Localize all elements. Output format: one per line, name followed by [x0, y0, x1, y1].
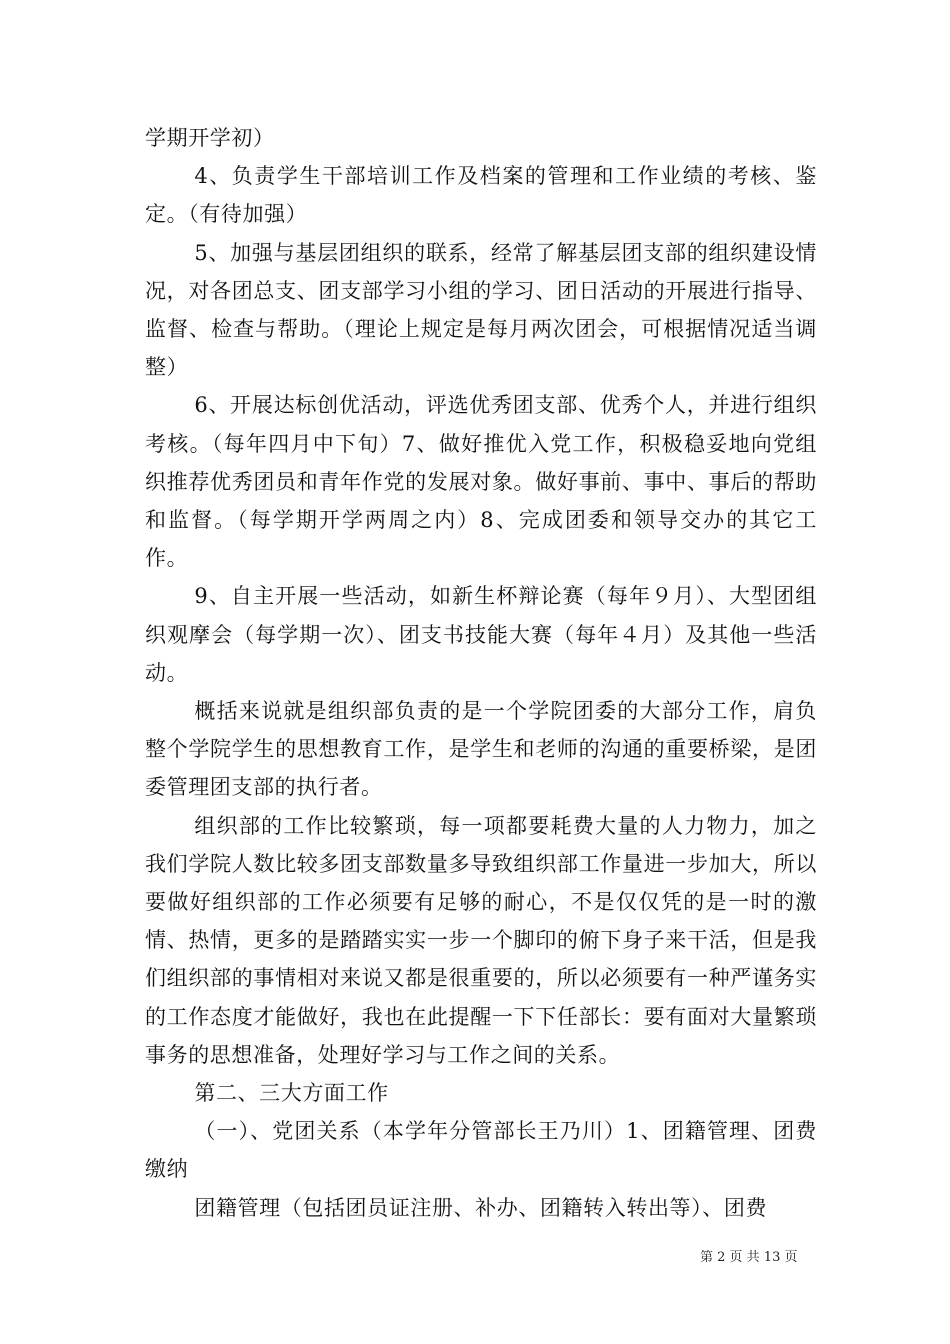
paragraph-item-4: 4、负责学生干部培训工作及档案的管理和工作业绩的考核、鉴定。（有待加强）	[145, 164, 817, 227]
section-heading-second: 第二、三大方面工作	[194, 1081, 389, 1106]
document-body	[145, 119, 817, 1227]
paragraph-workload: 组织部的工作比较繁琐，每一项都要耗费大量的人力物力，加之我们学院人数比较多团支部数量多导致组织部工作量进一步加大，所以要做好组织部的工作必须要有足够的耐心，不是仅仅凭的是一时的激情、热情，更多的是踏踏实实一步一个脚印的俯下身子来干活，但是我们组织部的事情相对来说又都是很重要的，所以必须要有一种严谨务实的工作态度才能做好，我也在此提醒一下下任部长：要有面对大量繁琐事务的思想准备，处理好学习与工作之间的关系。	[145, 813, 817, 1067]
paragraph-item-6-7-8: 6、开展达标创优活动，评选优秀团支部、优秀个人，并进行组织考核。（每年四月中下旬）7、做好推优入党工作，积极稳妥地向党组织推荐优秀团员和青年作党的发展对象。做好事前、事中、事后的帮助和监督。（每学期开学两周之内）8、完成团委和领导交办的其它工作。	[145, 393, 817, 571]
paragraph-item-9: 9、自主开展一些活动，如新生杯辩论赛（每年９月）、大型团组织观摩会（每学期一次）、团支书技能大赛（每年４月）及其他一些活动。	[145, 584, 817, 685]
paragraph-continuation: 学期开学初）	[145, 126, 275, 150]
subsection-heading-party-league: （一）、党团关系（本学年分管部长王乃川）1、团籍管理、团费缴纳	[145, 1119, 817, 1182]
paragraph-summary: 概括来说就是组织部负责的是一个学院团委的大部分工作，肩负整个学院学生的思想教育工作，是学生和老师的沟通的重要桥梁，是团委管理团支部的执行者。	[145, 699, 817, 800]
paragraph-item-5: 5、加强与基层团组织的联系，经常了解基层团支部的组织建设情况，对各团总支、团支部学习小组的学习、团日活动的开展进行指导、监督、检查与帮助。（理论上规定是每月两次团会，可根据情况适当调整）	[145, 240, 817, 380]
page-number-footer: 第 2 页 共 13 页	[700, 1250, 798, 1265]
paragraph-membership-management: 团籍管理（包括团员证注册、补办、团籍转入转出等）、团费	[194, 1195, 768, 1220]
